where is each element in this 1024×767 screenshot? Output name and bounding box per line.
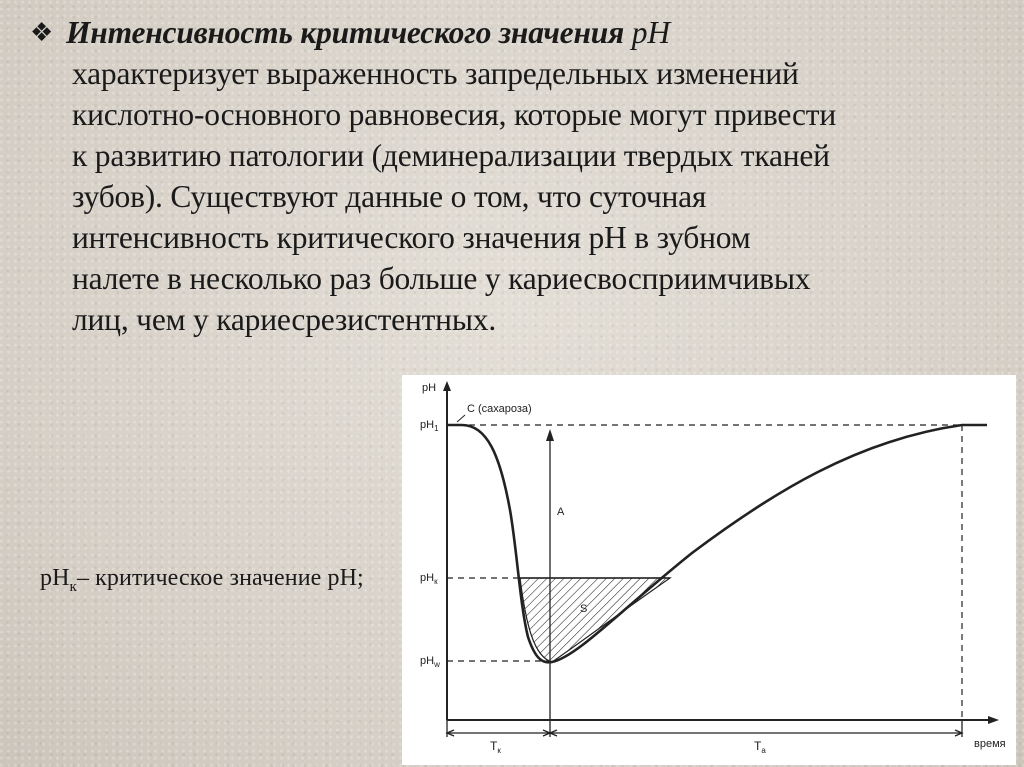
caption-subscript: к (69, 578, 77, 595)
phk-label: $pH_к$ (420, 572, 438, 586)
phw-label: $pH_w$ (420, 655, 440, 669)
emphasis-term: Интенсивность критического значения (66, 15, 625, 50)
paragraph-line: интенсивность критического значения рН в зубном (72, 220, 751, 255)
emphasis-tail: pH (631, 15, 670, 50)
paragraph-first-line (30, 12, 990, 53)
x-axis-label: время (974, 738, 1006, 750)
paragraph-line: лиц, чем у кариесрезистентных. (72, 302, 497, 337)
y-axis-arrowhead (443, 381, 451, 391)
curve-label: С (сахароза) (467, 403, 532, 415)
area-label: S (580, 603, 588, 615)
x-axis-arrowhead (988, 716, 999, 724)
caption-ph: рН (40, 565, 70, 591)
ta-label: $T_a$ (754, 739, 766, 755)
ph1-label: $pH_1$ (420, 419, 439, 433)
curve-label-pointer (457, 415, 465, 422)
description-paragraph (30, 12, 990, 340)
y-axis-label: pH (422, 382, 437, 394)
paragraph-line: зубов). Существуют данные о том, что суточная (72, 179, 707, 214)
paragraph-line: характеризует выраженность запредельных изменений (72, 56, 799, 91)
amplitude-label: А (557, 506, 565, 518)
paragraph-line: к развитию патологии (деминерализации твердых тканей (72, 138, 830, 173)
critical-ph-caption (40, 565, 364, 596)
paragraph-line: налете в несколько раз больше у кариесвосприимчивых (72, 261, 811, 296)
amplitude-arrowhead (546, 429, 554, 441)
paragraph-line: кислотно-основного равновесия, которые могут привести (72, 97, 836, 132)
tk-label: $T_к$ (490, 739, 501, 755)
ph-curve (447, 425, 987, 662)
caption-text: – критическое значение рН; (76, 565, 364, 591)
stephan-curve-figure (402, 375, 1016, 765)
stephan-curve-diagram (402, 375, 1016, 765)
diamond-bullet-icon: ❖ (30, 18, 54, 47)
